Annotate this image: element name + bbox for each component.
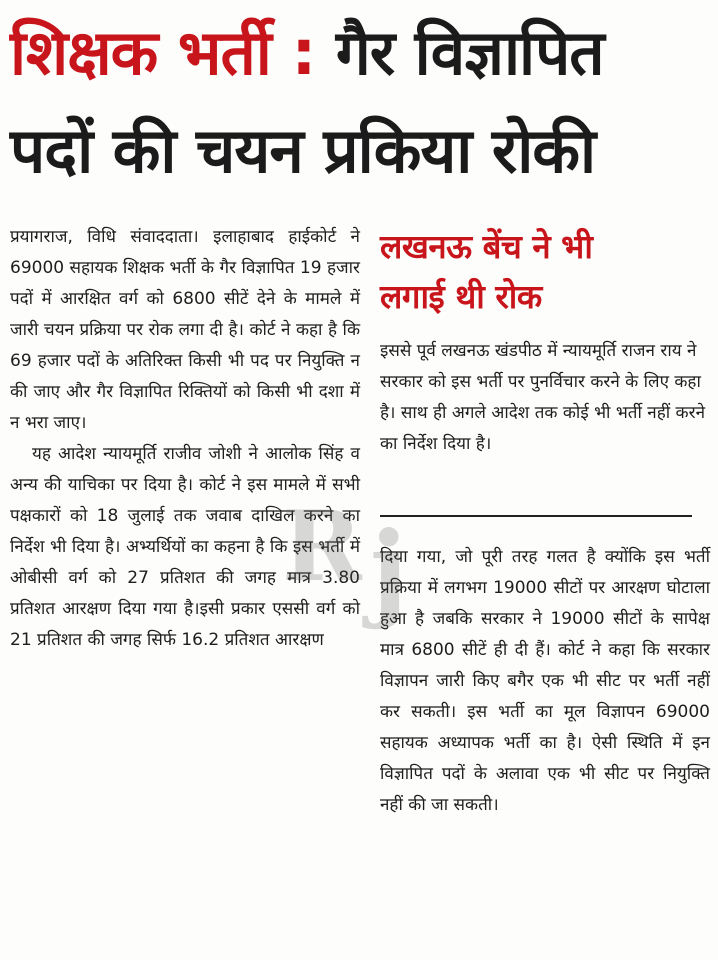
headline-part-black: गैर विज्ञापित [335, 16, 604, 89]
watermark-letter-r: R [282, 490, 362, 603]
right-paragraph: दिया गया, जो पूरी तरह गलत है क्योंकि इस भर्ती प्रक्रिया में लगभग 19000 सीटों पर आरक्षण घोटाला हुआ है जबकि सरकार ने 19000 सीटों के सापेक्ष मात्र 6800 सीटें ही दी हैं। कोर्ट ने कहा कि सरकार विज्ञापन जारी किए बगैर एक भी सीट पर भर्ती नहीं कर सकती। इस भर्ती का मूल विज्ञापन 69000 सहायक अध्यापक भर्ती का है। ऐसी स्थिति में इन विज्ञापित पदों के अलावा एक भी सीट पर नियुक्ति नहीं की जा सकती। [380, 547, 710, 815]
sidebar-heading-line-1: लखनऊ बेंच ने भी [380, 227, 593, 266]
headline-line-2: पदों की चयन प्रकिया रोकी [10, 114, 596, 187]
right-column-continuation [380, 542, 710, 821]
headline-part-red: शिक्षक भर्ती : [10, 16, 336, 89]
left-paragraph-2: यह आदेश न्यायमूर्ति राजीव जोशी ने आलोक सिंह व अन्य की याचिका पर दिया है। कोर्ट ने इस मामले में सभी पक्षकारों को 18 जुलाई तक जवाब दाखिल करने का निर्देश भी दिया है। अभ्यर्थियों का कहना है कि इस भर्ती में ओबीसी वर्ग को 27 प्रतिशत की जगह मात्र 3.80 प्रतिशत आरक्षण दिया गया है।इसी प्रकार एससी वर्ग को 21 प्रतिशत की जगह सिर्फ 16.2 प्रतिशत आरक्षण [10, 444, 360, 650]
headline [10, 4, 710, 200]
sidebar-heading [380, 222, 710, 322]
sidebar-body: इससे पूर्व लखनऊ खंडपीठ में न्यायमूर्ति राजन राय ने सरकार को इस भर्ती पर पुनर्विचार करने के लिए कहा है। साथ ही अगले आदेश तक कोई भी भर्ती नहीं करने का निर्देश दिया है। [380, 341, 706, 454]
sidebar-box [380, 222, 710, 460]
left-column [10, 222, 360, 656]
watermark-letter-j: j [370, 508, 408, 631]
left-paragraph-1: प्रयागराज, विधि संवाददाता। इलाहाबाद हाईकोर्ट ने 69000 सहायक शिक्षक भर्ती के गैर विज्ञापित 19 हजार पदों में आरक्षित वर्ग को 6800 सीटें देने के मामले में जारी चयन प्रक्रिया पर रोक लगा दी है। कोर्ट ने कहा है कि 69 हजार पदों के अतिरिक्त किसी भी पद पर नियुक्ति न की जाए और गैर विज्ञापित रिक्तियों को किसी भी दशा में न भरा जाए। [10, 227, 360, 433]
sidebar-heading-line-2: लगाई थी रोक [380, 277, 542, 316]
section-divider [380, 515, 692, 517]
